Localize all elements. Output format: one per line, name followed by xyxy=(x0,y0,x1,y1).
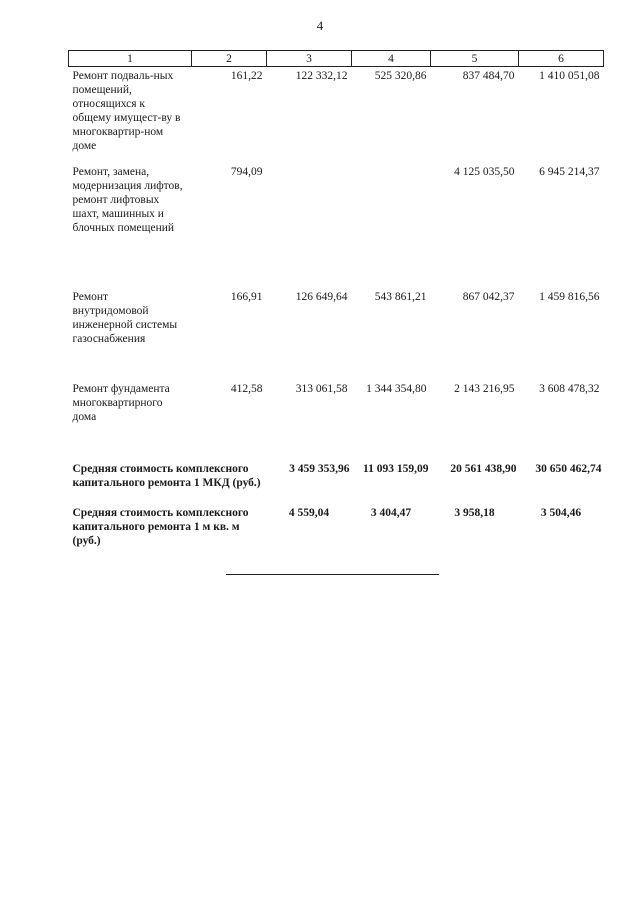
cell-col3 xyxy=(267,165,352,290)
cell-col6: 3 608 478,32 xyxy=(539,383,600,395)
cell-col3: 126 649,64 xyxy=(295,291,348,303)
end-of-document-rule xyxy=(226,574,439,575)
column-header-4: 4 xyxy=(352,51,431,67)
cell-col4: 1 344 354,80 xyxy=(366,383,427,395)
cell-col6: 6 945 214,37 xyxy=(539,166,600,178)
row-name: Ремонт фундамента многоквартирного дома xyxy=(72,383,170,423)
page-number: 4 xyxy=(316,18,324,33)
cell-col2: 161,22 xyxy=(230,70,263,82)
column-header-5: 5 xyxy=(431,51,519,67)
cell-col4: 525 320,86 xyxy=(374,70,427,82)
summary-label: Средняя стоимость комплексного капитального ремонта 1 м кв. м (руб.) xyxy=(72,507,249,547)
summary-col5: 3 958,18 xyxy=(454,507,495,519)
table-row xyxy=(69,67,604,166)
header-row xyxy=(69,51,604,67)
cell-col5: 4 125 035,50 xyxy=(454,166,515,178)
table-row xyxy=(69,290,604,382)
table-body xyxy=(69,67,604,549)
row-name: Ремонт, замена, модернизация лифтов, ремонт лифтовых шахт, машинных и блочных помещений xyxy=(72,166,183,234)
summary-row-per-building xyxy=(69,462,604,506)
table-header xyxy=(69,51,604,67)
table-row xyxy=(69,382,604,462)
column-header-6: 6 xyxy=(519,51,604,67)
cell-col2: 166,91 xyxy=(230,291,263,303)
summary-col3: 3 459 353,96 xyxy=(289,463,350,475)
cell-col3: 122 332,12 xyxy=(295,70,348,82)
cell-col5: 837 484,70 xyxy=(462,70,515,82)
column-header-3: 3 xyxy=(267,51,352,67)
summary-col6: 30 650 462,74 xyxy=(535,463,602,475)
cell-col5: 867 042,37 xyxy=(462,291,515,303)
column-header-2: 2 xyxy=(192,51,267,67)
cell-col2: 412,58 xyxy=(230,383,263,395)
summary-label: Средняя стоимость комплексного капитального ремонта 1 МКД (руб.) xyxy=(72,463,261,489)
column-header-1: 1 xyxy=(69,51,192,67)
row-name: Ремонт подваль-ных помещений, относящихся к общему имущест-ву в многоквартир-ном доме xyxy=(72,70,181,152)
summary-col4: 11 093 159,09 xyxy=(363,463,429,475)
row-name: Ремонт внутридомовой инженерной системы газоснабжения xyxy=(72,291,178,345)
summary-row-per-square-meter xyxy=(69,506,604,548)
cell-col5: 2 143 216,95 xyxy=(454,383,515,395)
cell-col6: 1 459 816,56 xyxy=(539,291,600,303)
summary-col5: 20 561 438,90 xyxy=(450,463,517,475)
repair-cost-table xyxy=(68,50,604,548)
summary-col3: 4 559,04 xyxy=(288,507,330,519)
cell-col2: 794,09 xyxy=(230,166,263,178)
table-row xyxy=(69,165,604,290)
cell-col6: 1 410 051,08 xyxy=(539,70,600,82)
cell-col4: 543 861,21 xyxy=(374,291,427,303)
summary-col4: 3 404,47 xyxy=(370,507,412,519)
cell-col4 xyxy=(352,165,431,290)
cell-col3: 313 061,58 xyxy=(295,383,348,395)
summary-col6: 3 504,46 xyxy=(540,507,582,519)
